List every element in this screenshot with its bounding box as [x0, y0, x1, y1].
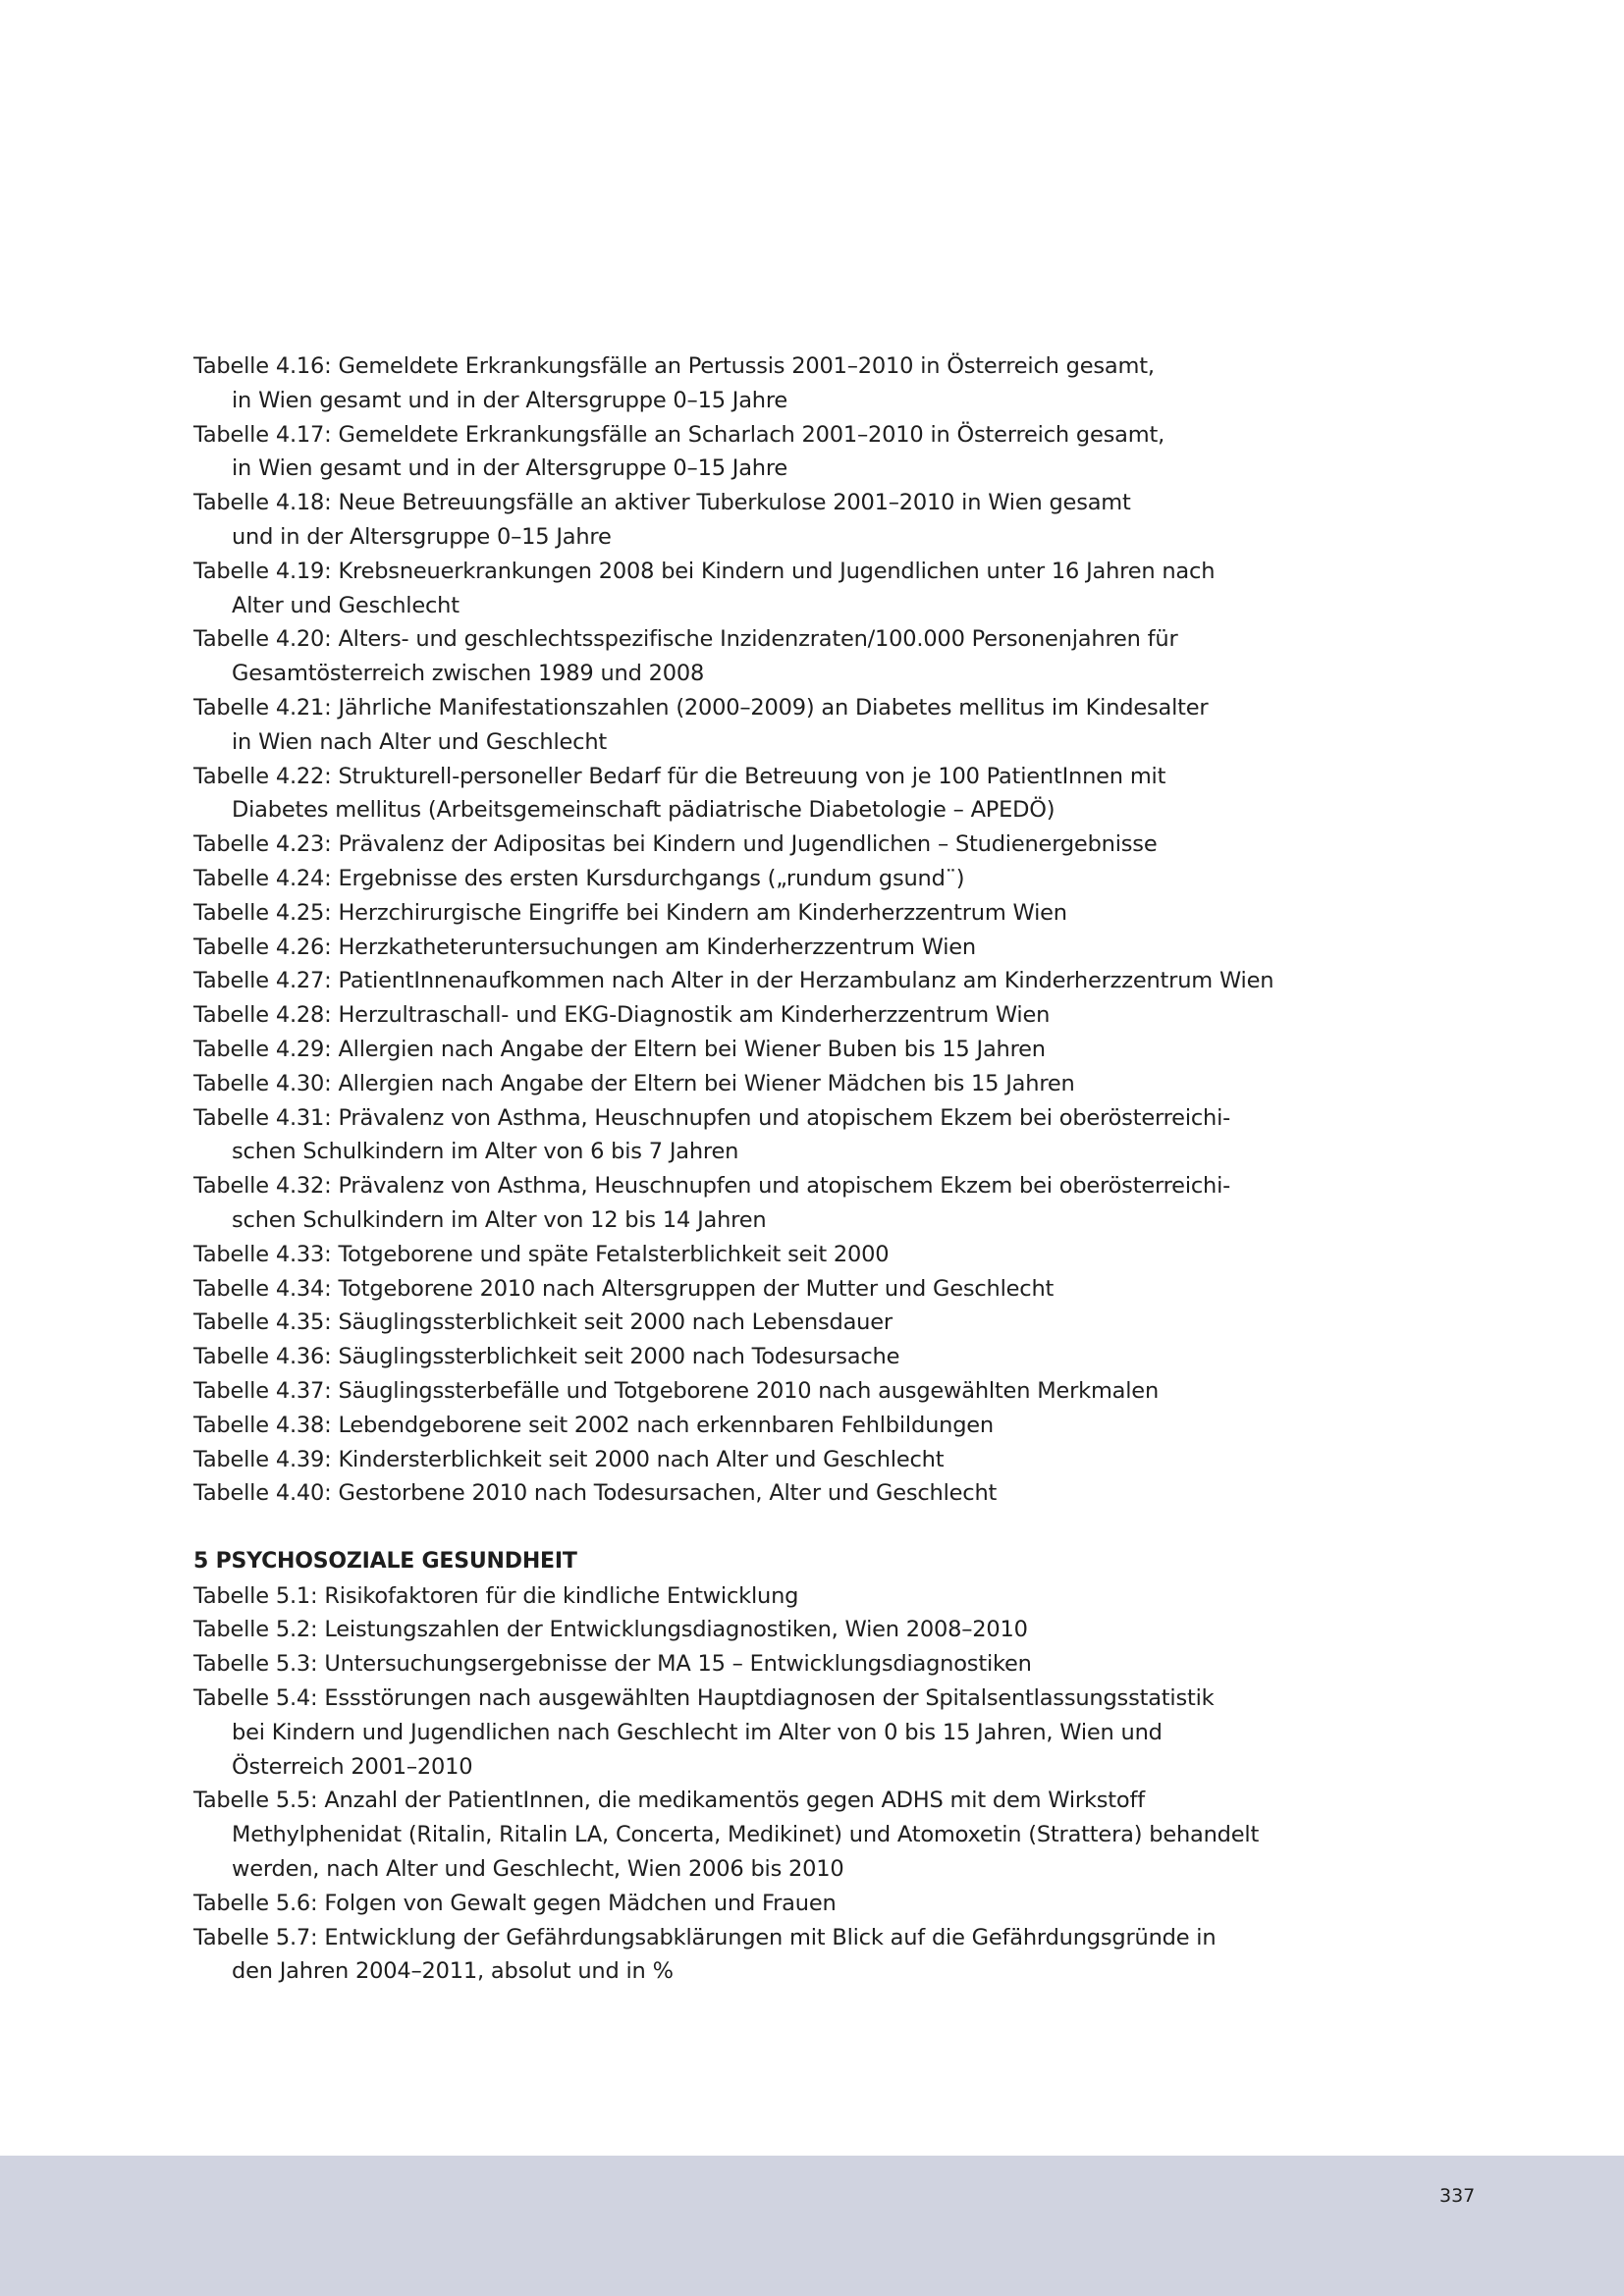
table-entry-line: Tabelle 5.6: Folgen von Gewalt gegen Mädchen und Frauen [193, 1890, 837, 1916]
table-entry-line: werden, nach Alter und Geschlecht, Wien 2006 bis 2010 [232, 1856, 844, 1883]
table-entry-line: Tabelle 4.28: Herzultraschall- und EKG-Diagnostik am Kinderherzzentrum Wien [193, 1002, 1051, 1029]
page-number: 337 [1439, 2185, 1476, 2207]
table-entry [193, 1476, 1293, 1511]
table-entry [193, 418, 1293, 487]
table-entry-line: Tabelle 4.26: Herzkatheteruntersuchungen am Kinderherzzentrum Wien [193, 934, 976, 960]
table-entry [193, 555, 1293, 623]
table-entry-line: Tabelle 4.32: Prävalenz von Asthma, Heuschnupfen und atopischem Ekzem bei oberösterreichi- [193, 1173, 1231, 1200]
table-entry [193, 1169, 1293, 1238]
table-entry [193, 1409, 1293, 1443]
table-entry [193, 1921, 1293, 1990]
table-entry [193, 896, 1293, 931]
table-entry-line: Diabetes mellitus (Arbeitsgemeinschaft pädiatrische Diabetologie – APEDÖ) [232, 797, 1056, 824]
table-entry-line: Österreich 2001–2010 [232, 1753, 473, 1780]
table-entry-line: in Wien nach Alter und Geschlecht [232, 728, 607, 755]
table-entry [193, 349, 1293, 418]
table-entry [193, 1033, 1293, 1067]
table-entry-line: Tabelle 4.19: Krebsneuerkrankungen 2008 bei Kindern und Jugendlichen unter 16 Jahren nach [193, 558, 1216, 584]
table-entry-line: Tabelle 4.17: Gemeldete Erkrankungsfälle an Scharlach 2001–2010 in Österreich gesamt, [193, 421, 1165, 448]
table-entry [193, 1374, 1293, 1409]
table-entry [193, 862, 1293, 896]
table-entry-line: Tabelle 5.1: Risikofaktoren für die kindliche Entwicklung [193, 1582, 799, 1609]
table-entry-line: Tabelle 5.4: Essstörungen nach ausgewählten Hauptdiagnosen der Spitalsentlassungsstatistik [193, 1685, 1215, 1712]
table-entry-line: Tabelle 4.23: Prävalenz der Adipositas bei Kindern und Jugendlichen – Studienergebnisse [193, 831, 1158, 858]
table-entry-line: Tabelle 5.2: Leistungszahlen der Entwicklungsdiagnostiken, Wien 2008–2010 [193, 1617, 1028, 1643]
table-entry-line: und in der Altersgruppe 0–15 Jahre [232, 523, 612, 550]
table-entry [193, 1067, 1293, 1101]
table-entry-line: in Wien gesamt und in der Altersgruppe 0–15 Jahre [232, 387, 788, 413]
table-entry-line: Tabelle 4.18: Neue Betreuungsfälle an aktiver Tuberkulose 2001–2010 in Wien gesamt [193, 490, 1131, 516]
table-entry-line: Tabelle 4.38: Lebendgeborene seit 2002 nach erkennbaren Fehlbildungen [193, 1412, 994, 1438]
table-entry-line: Tabelle 4.16: Gemeldete Erkrankungsfälle an Pertussis 2001–2010 in Österreich gesamt, [193, 353, 1155, 379]
table-entry [193, 998, 1293, 1033]
table-entry [193, 1613, 1293, 1647]
table-entry-line: den Jahren 2004–2011, absolut und in % [232, 1958, 674, 1985]
table-entry [193, 828, 1293, 862]
table-entry-line: Methylphenidat (Ritalin, Ritalin LA, Concerta, Medikinet) und Atomoxetin (Strattera) behandelt [232, 1822, 1260, 1848]
table-entry-line: Tabelle 5.3: Untersuchungsergebnisse der MA 15 – Entwicklungsdiagnostiken [193, 1651, 1032, 1678]
table-entry-line: Tabelle 4.37: Säuglingssterbefälle und Totgeborene 2010 nach ausgewählten Merkmalen [193, 1377, 1160, 1404]
table-entry [193, 1784, 1293, 1886]
table-entry-line: Tabelle 4.25: Herzchirurgische Eingriffe bei Kindern am Kinderherzzentrum Wien [193, 899, 1067, 926]
table-entry [193, 1443, 1293, 1477]
table-entry [193, 760, 1293, 828]
table-entry-line: Tabelle 4.21: Jährliche Manifestationszahlen (2000–2009) an Diabetes mellitus im Kindesalter [193, 694, 1209, 721]
table-entry-line: in Wien gesamt und in der Altersgruppe 0–15 Jahre [232, 455, 788, 482]
table-entry-line: schen Schulkindern im Alter von 12 bis 14 Jahren [232, 1206, 767, 1233]
table-entry-line: Tabelle 4.30: Allergien nach Angabe der Eltern bei Wiener Mädchen bis 15 Jahren [193, 1070, 1075, 1096]
table-entry-line: Tabelle 4.31: Prävalenz von Asthma, Heuschnupfen und atopischem Ekzem bei oberösterreichi- [193, 1104, 1231, 1131]
table-entry-line: Tabelle 4.40: Gestorbene 2010 nach Todesursachen, Alter und Geschlecht [193, 1480, 998, 1507]
table-entry-line: Tabelle 4.33: Totgeborene und späte Fetalsterblichkeit seit 2000 [193, 1241, 890, 1267]
section-4-table-list [193, 349, 1293, 1511]
table-entry-line: Tabelle 4.22: Strukturell-personeller Bedarf für die Betreuung von je 100 PatientInnen mit [193, 763, 1166, 789]
table-entry [193, 964, 1293, 998]
table-entry-line: Tabelle 4.36: Säuglingssterblichkeit seit 2000 nach Todesursache [193, 1344, 900, 1370]
table-entry-line: Tabelle 5.7: Entwicklung der Gefährdungsabklärungen mit Blick auf die Gefährdungsgründe in [193, 1924, 1217, 1950]
table-entry-line: Gesamtösterreich zwischen 1989 und 2008 [232, 661, 705, 687]
table-entry-line: Tabelle 4.24: Ergebnisse des ersten Kursdurchgangs („rundum gsund¨) [193, 865, 965, 891]
table-entry [193, 1682, 1293, 1784]
table-entry [193, 1101, 1293, 1170]
table-entry [193, 1306, 1293, 1340]
table-entry-line: Tabelle 4.35: Säuglingssterblichkeit seit 2000 nach Lebensdauer [193, 1309, 893, 1336]
table-entry [193, 1340, 1293, 1374]
table-entry [193, 486, 1293, 555]
table-entry [193, 1579, 1293, 1614]
table-entry [193, 1272, 1293, 1307]
table-entry-line: schen Schulkindern im Alter von 6 bis 7 Jahren [232, 1139, 739, 1165]
table-entry-line: Alter und Geschlecht [232, 592, 460, 618]
table-entry-line: Tabelle 4.27: PatientInnenaufkommen nach Alter in der Herzambulanz am Kinderherzzentrum Wien [193, 968, 1274, 994]
table-entry [193, 622, 1293, 691]
section-5-heading: 5 PSYCHOSOZIALE GESUNDHEIT [193, 1548, 577, 1574]
table-entry-line: Tabelle 5.5: Anzahl der PatientInnen, die medikamentös gegen ADHS mit dem Wirkstoff [193, 1788, 1145, 1814]
section-5-table-list [193, 1579, 1293, 1990]
table-entry [193, 1887, 1293, 1921]
table-entry-line: Tabelle 4.29: Allergien nach Angabe der Eltern bei Wiener Buben bis 15 Jahren [193, 1036, 1046, 1062]
table-entry-line: Tabelle 4.20: Alters- und geschlechtsspezifische Inzidenzraten/100.000 Personenjahren für [193, 626, 1178, 653]
table-of-tables [193, 349, 1293, 1989]
table-entry-line: Tabelle 4.39: Kindersterblichkeit seit 2000 nach Alter und Geschlecht [193, 1446, 945, 1472]
table-entry [193, 691, 1293, 760]
table-entry [193, 1238, 1293, 1272]
footer-band [0, 2156, 1624, 2296]
table-entry [193, 1647, 1293, 1682]
table-entry [193, 931, 1293, 965]
table-entry-line: Tabelle 4.34: Totgeborene 2010 nach Altersgruppen der Mutter und Geschlecht [193, 1275, 1055, 1302]
table-entry-line: bei Kindern und Jugendlichen nach Geschlecht im Alter von 0 bis 15 Jahren, Wien und [232, 1719, 1163, 1745]
